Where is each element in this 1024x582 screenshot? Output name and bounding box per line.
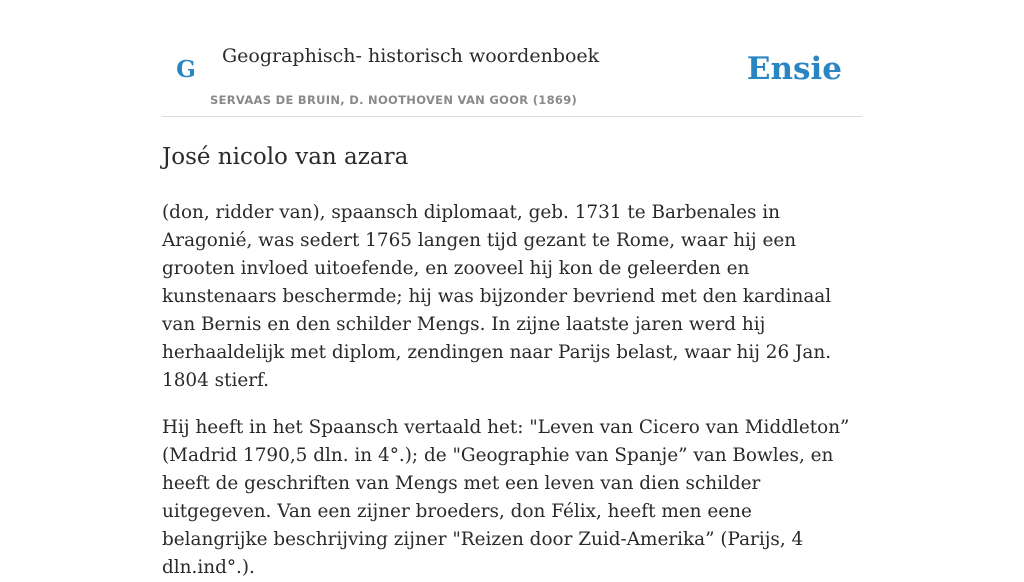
ensie-logo[interactable]: Ensie	[746, 51, 842, 87]
entry-paragraph-2: Hij heeft in het Spaansch vertaald het: "Leven van Cicero van Middleton” (Madrid 1790,5 dln. in 4°.); de "Geographie van Spanje” van Bowles, en heeft de geschriften van Mengs met een leven van dien schilder uitgegeven. Van een zijner broeders, don Félix, heeft men eene belangrijke beschrijving zijner "Reizen door Zuid-Amerika” (Parijs, 4 dln.ind°.).	[162, 417, 850, 578]
source-header	[162, 0, 862, 117]
entry-paragraph-1: (don, ridder van), spaansch diplomaat, geb. 1731 te Barbenales in Aragonié, was sedert 1765 langen tijd gezant te Rome, waar hij een grooten invloed uitoefende, en zooveel hij kon de geleerden en kunstenaars beschermde; hij was bijzonder bevriend met den kardinaal van Bernis en den schilder Mengs. In zijne laatste jaren werd hij herhaaldelijk met diplom, zendingen naar Parijs belast, waar hij 26 Jan. 1804 stierf.	[162, 202, 832, 391]
source-badge[interactable]: G	[176, 56, 196, 83]
book-title-link[interactable]: Geographisch- historisch woordenboek	[222, 45, 600, 67]
book-authors: SERVAAS DE BRUIN, D. NOOTHOVEN VAN GOOR (1869)	[210, 93, 578, 107]
content-column	[162, 0, 862, 582]
entry-title: José nicolo van azara	[162, 144, 409, 170]
